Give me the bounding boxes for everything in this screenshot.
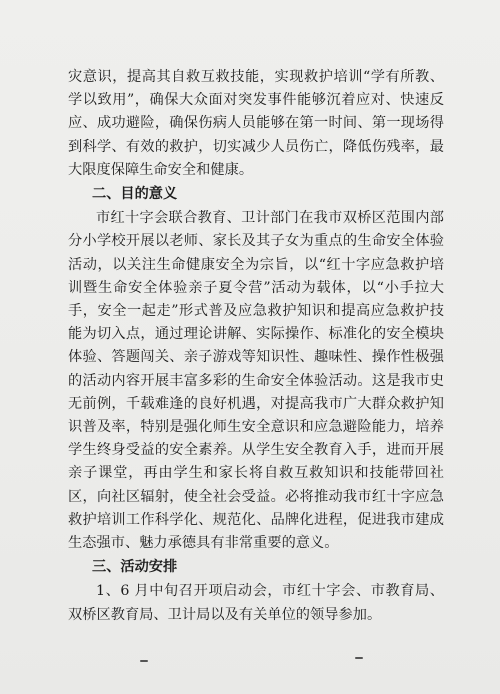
document-body	[68, 66, 444, 627]
section-3-heading: 三、活动安排	[92, 559, 178, 576]
scan-mark-left	[140, 660, 148, 662]
section-2-paragraph: 市红十字会联合教育、卫计部门在我市双桥区范围内部分小学校开展以老师、家长及其子女为重点的生命安全体验活动，以关注生命健康安全为宗旨，以“红十字应急救护培训暨生命安全体验亲子夏令营”活动为载体，以“小手拉大手，安全一起走”形式普及应急救护知识和提高应急救护技能为切入点，通过理论讲解、实际操作、标准化的安全模块体验、答题闯关、亲子游戏等知识性、趣味性、操作性极强的活动内容开展丰富多彩的生命安全体验活动。这是我市史无前例，千载难逢的良好机遇，对提高我市广大群众救护知识普及率，特别是强化师生安全意识和应急避险能力，培养学生终身受益的安全素养。从学生安全教育入手，进而开展亲子课堂，再由学生和家长将自救互救知识和技能带回社区，向社区辐射，使全社会受益。必将推动我市红十字应急救护培训工作科学化、规范化、品牌化进程，促进我市建成生态强市、魅力承德具有非常重要的意义。	[68, 210, 444, 552]
intro-paragraph: 灾意识，提高其自救互救技能，实现救护培训“学有所教、学以致用”，确保大众面对突发事件能够沉着应对、快速反应、成功避险，确保伤病人员能够在第一时间、第一现场得到科学、有效的救护，切实减少人员伤亡，降低伤残率，最大限度保障生命安全和健康。	[68, 69, 444, 178]
section-2-heading: 二、目的意义	[92, 186, 178, 203]
section-3-item-1: 1、6 月中旬召开项启动会，市红十字会、市教育局、双桥区教育局、卫计局以及有关单位的领导参加。	[68, 583, 444, 623]
scan-mark-right	[355, 657, 363, 659]
